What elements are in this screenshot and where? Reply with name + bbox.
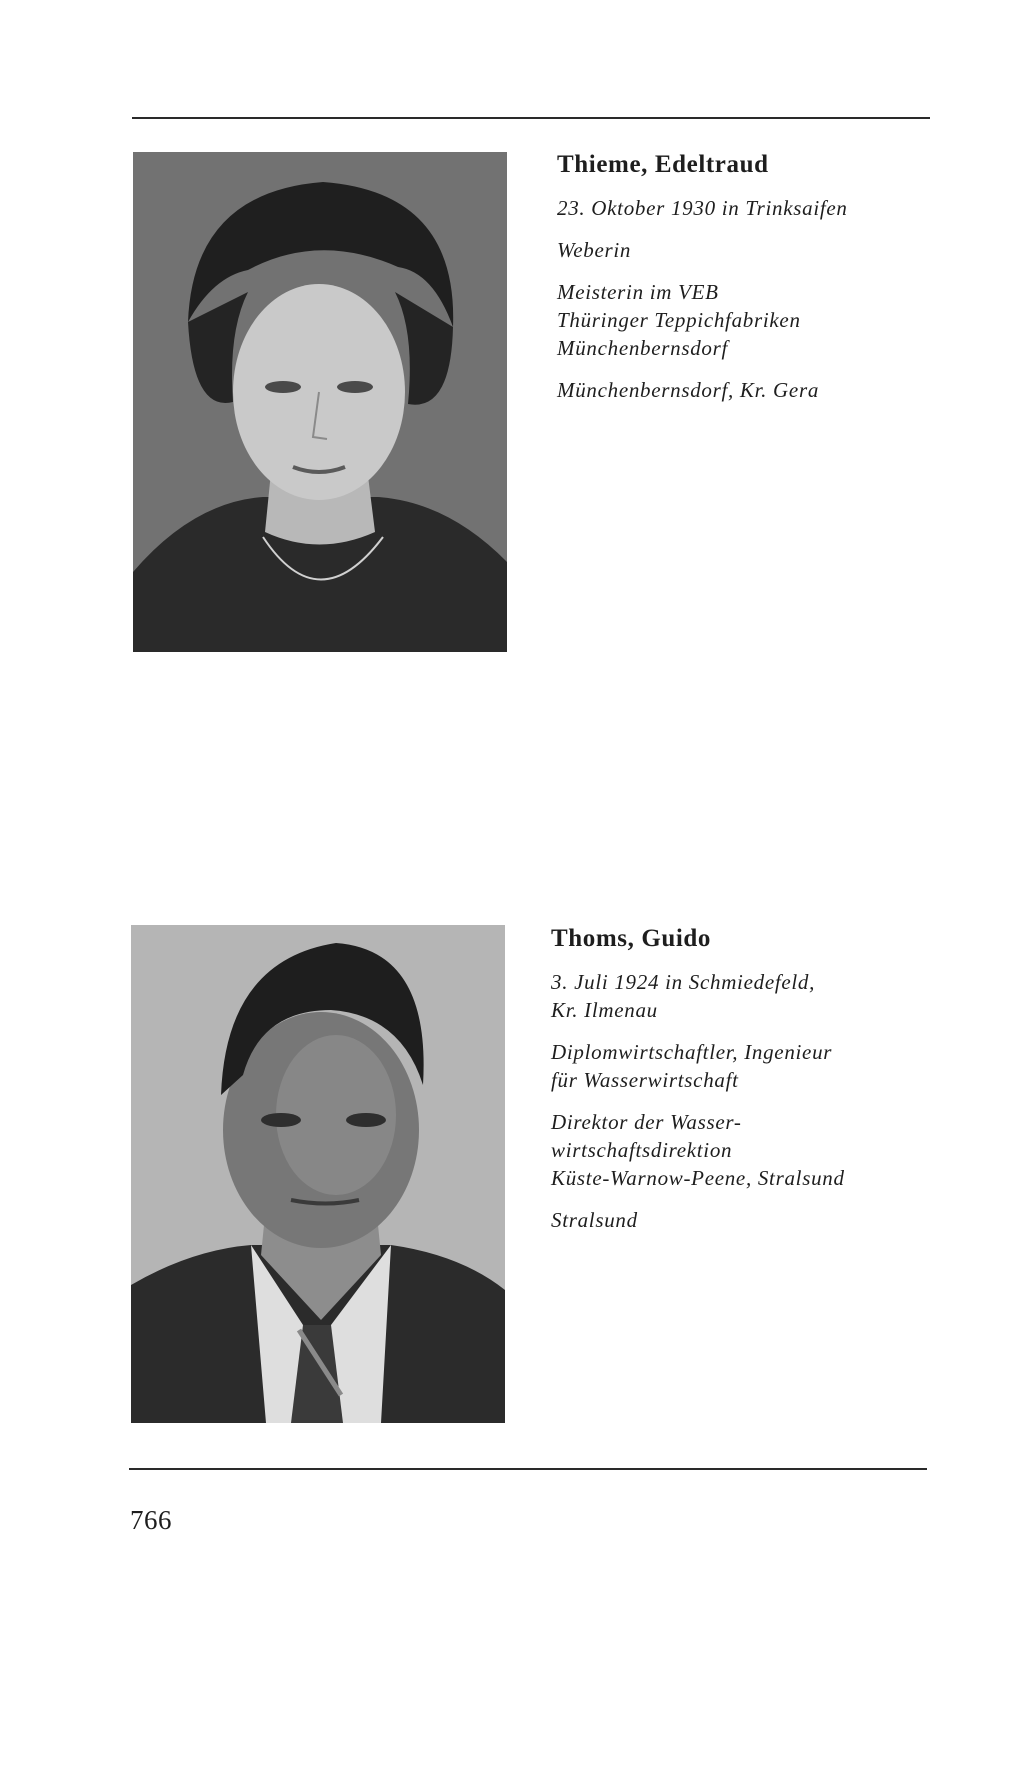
portrait-photo-thieme xyxy=(133,152,507,652)
profession: Diplomwirtschaftler, Ingenieur für Wasserwirtschaft xyxy=(551,1040,833,1092)
page-number: 766 xyxy=(130,1505,172,1535)
bottom-rule xyxy=(129,1468,927,1470)
portrait-photo-thoms xyxy=(131,925,505,1423)
portrait-woman-image xyxy=(133,152,507,652)
top-rule xyxy=(132,117,930,119)
birth-info: 23. Oktober 1930 in Trinksaifen xyxy=(557,196,848,220)
person-name: Thieme, Edeltraud xyxy=(557,151,769,178)
residence: Stralsund xyxy=(551,1208,638,1232)
residence: Münchenbernsdorf, Kr. Gera xyxy=(557,378,820,402)
position: Meisterin im VEB Thüringer Teppichfabriken Münchenbernsdorf xyxy=(557,280,801,360)
person-name: Thoms, Guido xyxy=(551,925,712,952)
biography-entry-thoms xyxy=(551,922,971,1248)
portrait-man-image xyxy=(131,925,505,1423)
position: Direktor der Wasser- wirtschaftsdirektion Küste-Warnow-Peene, Stralsund xyxy=(551,1110,845,1190)
birth-info: 3. Juli 1924 in Schmiedefeld, Kr. Ilmenau xyxy=(551,970,816,1022)
biography-entry-thieme xyxy=(557,148,977,418)
profession: Weberin xyxy=(557,238,632,262)
